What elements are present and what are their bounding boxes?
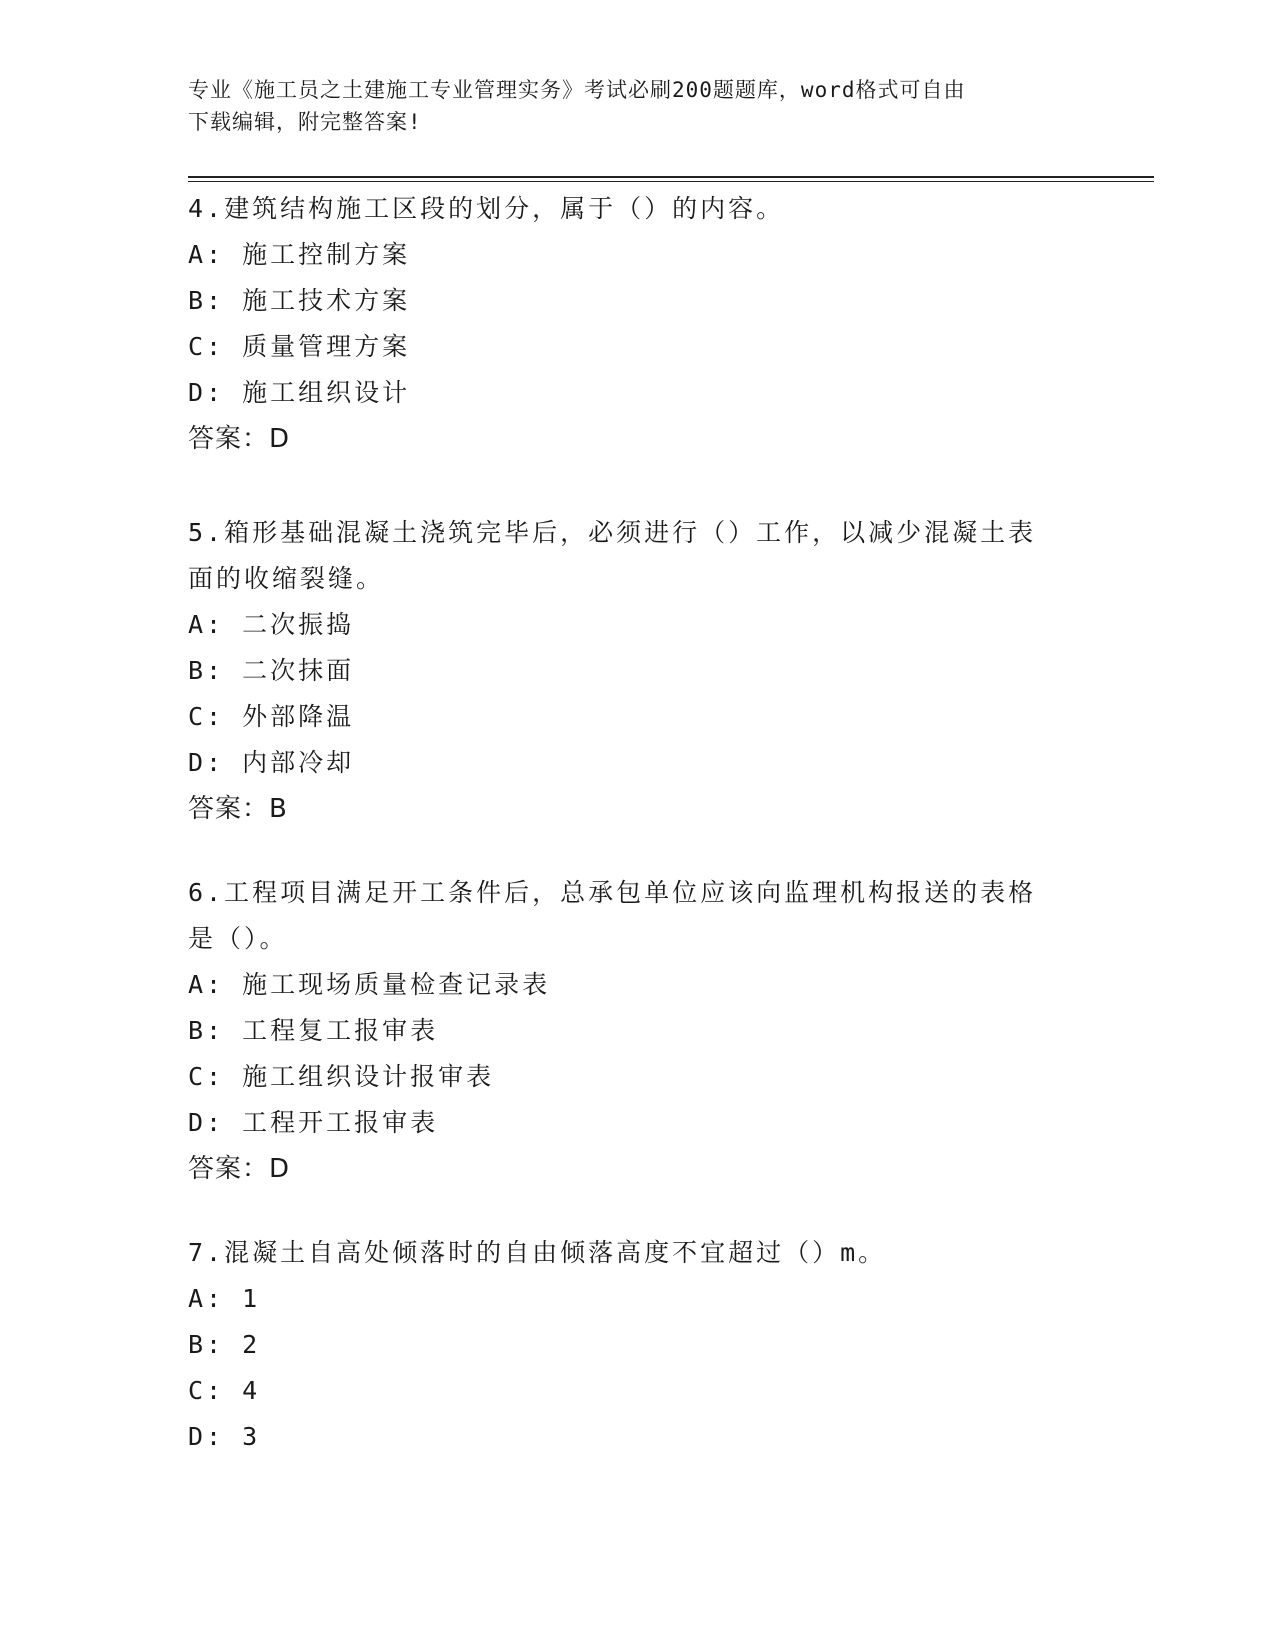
option-a: A: 1 [188,1284,261,1313]
question-block [188,1230,1068,1460]
option-b: B: 工程复工报审表 [188,1016,439,1045]
question-block [188,870,1068,1192]
question-block [188,510,1068,832]
question-stem: 面的收缩裂缝。 [188,564,385,593]
answer: 答案：D [188,424,291,454]
option-d: D: 内部冷却 [188,748,355,777]
option-a: A: 施工现场质量检查记录表 [188,970,551,999]
document-header [188,74,1068,138]
question-block [188,186,1068,462]
header-divider [188,181,1154,182]
option-d: D: 3 [188,1422,261,1451]
option-c: C: 施工组织设计报审表 [188,1062,495,1091]
header-line: 专业《施工员之土建施工专业管理实务》考试必刷200题题库，word格式可自由 [188,78,966,102]
option-b: B: 施工技术方案 [188,286,411,315]
option-a: A: 施工控制方案 [188,240,411,269]
answer: 答案：D [188,1154,291,1184]
question-stem: 5.箱形基础混凝土浇筑完毕后，必须进行（）工作，以减少混凝土表 [188,518,1037,547]
question-stem: 是（）。 [188,924,288,953]
answer: 答案：B [188,794,288,824]
header-line: 下载编辑，附完整答案! [188,110,422,134]
option-b: B: 2 [188,1330,261,1359]
question-stem: 4.建筑结构施工区段的划分，属于（）的内容。 [188,194,785,223]
header-divider [188,176,1154,178]
option-b: B: 二次抹面 [188,656,355,685]
question-stem: 6.工程项目满足开工条件后，总承包单位应该向监理机构报送的表格 [188,878,1037,907]
option-c: C: 4 [188,1376,261,1405]
option-a: A: 二次振捣 [188,610,355,639]
option-d: D: 工程开工报审表 [188,1108,439,1137]
option-d: D: 施工组织设计 [188,378,411,407]
option-c: C: 质量管理方案 [188,332,411,361]
question-stem: 7.混凝土自高处倾落时的自由倾落高度不宜超过（）m。 [188,1238,887,1267]
option-c: C: 外部降温 [188,702,355,731]
